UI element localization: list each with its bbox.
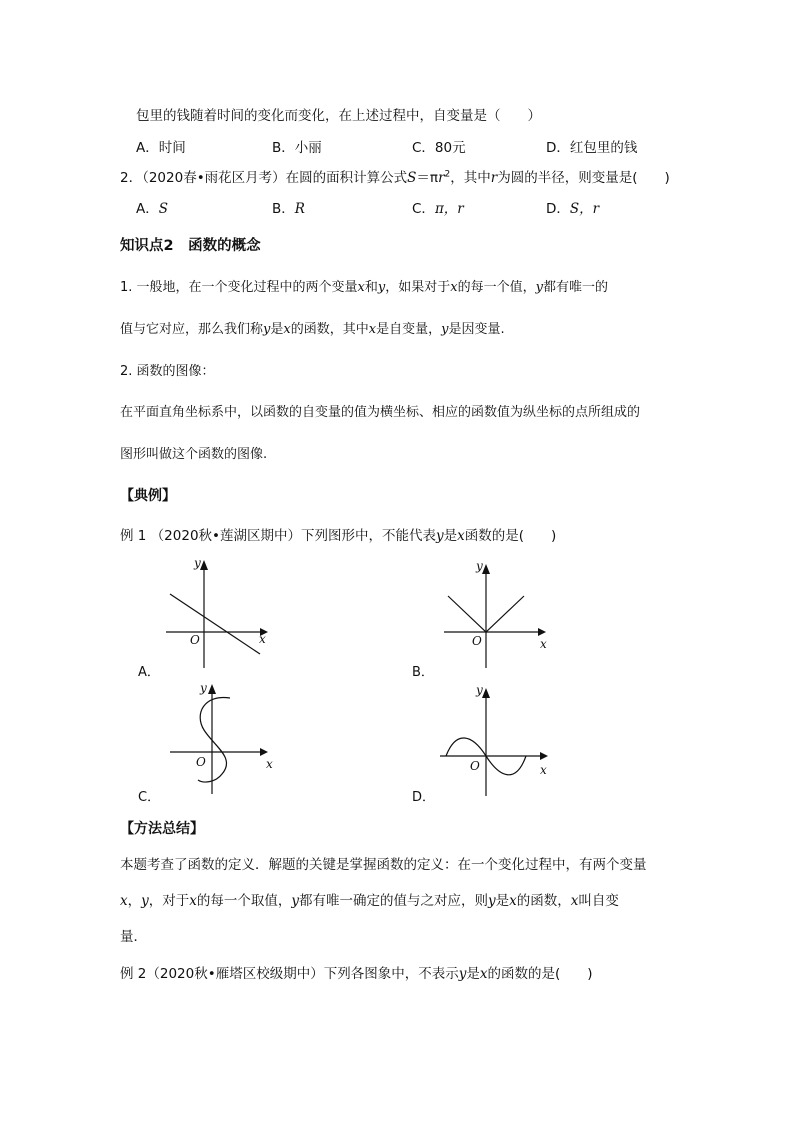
method-line-3: 量． — [120, 929, 147, 945]
graph-d-label: D． — [412, 790, 436, 805]
q1-option-c: C．80元 — [412, 140, 466, 156]
graph-definition-line-1: 在平面直角坐标系中，以函数的自变量的值为横坐标、相应的函数值为纵坐标的点所组成的 — [120, 405, 641, 420]
q1-option-d: D．红包里的钱 — [546, 140, 638, 156]
graph-b-y-arrow — [482, 564, 490, 574]
graph-c-y-label: y — [200, 681, 207, 695]
graph-c-x-label: x — [266, 757, 273, 771]
graph-b-origin: O — [472, 634, 482, 648]
method-line-1: 本题考查了函数的定义．解题的关键是掌握函数的定义：在一个变化过程中，有两个变量 — [120, 857, 647, 873]
graph-b-x-arrow — [538, 628, 546, 636]
q1-option-a: A．时间 — [136, 140, 186, 156]
graph-c — [164, 680, 284, 795]
graph-a-origin: O — [190, 633, 200, 647]
graph-d-y-label: y — [476, 683, 483, 697]
graph-c-label: C． — [138, 790, 161, 805]
graph-a-label: A． — [138, 665, 160, 680]
graph-a-y-arrow — [200, 560, 208, 570]
graph-d — [436, 680, 556, 795]
q1-option-b: B．小丽 — [272, 140, 322, 156]
graph-c-curve — [198, 697, 230, 782]
graph-b-y-label: y — [476, 559, 483, 573]
graph-d-origin: O — [470, 759, 480, 773]
graph-c-origin: O — [196, 755, 206, 769]
definition-line-2: 值与它对应，那么我们称y是x的函数，其中x是自变量，y是因变量. — [120, 322, 505, 337]
graph-a-y-label: y — [194, 556, 201, 570]
graph-c-y-arrow — [208, 684, 216, 694]
q2-option-d: D．S，r — [546, 201, 600, 217]
example-1-stem: 例 1 （2020秋•莲湖区期中）下列图形中，不能代表y是x函数的是( ) — [120, 528, 557, 544]
method-line-2: x，y，对于x的每一个取值，y都有唯一确定的值与之对应，则y是x的函数，x叫自变 — [120, 893, 619, 909]
q2-option-b: B．R — [272, 201, 305, 217]
method-heading: 【方法总结】 — [120, 821, 204, 837]
graph-b-label: B． — [412, 665, 434, 680]
graph-d-x-label: x — [540, 763, 547, 777]
graph-d-y-arrow — [482, 688, 490, 698]
q2-option-a: A．S — [136, 201, 168, 217]
q2-option-c: C．π，r — [412, 201, 464, 217]
graph-a — [160, 556, 280, 671]
graph-c-x-arrow — [260, 748, 268, 756]
graph-a-line — [170, 594, 260, 654]
graph-definition-title: 2. 函数的图像： — [120, 364, 215, 379]
example-2-stem: 例 2（2020秋•雁塔区校级期中）下列各图象中，不表示y是x的函数的是( ) — [120, 966, 593, 982]
graph-definition-line-2: 图形叫做这个函数的图像. — [120, 447, 268, 462]
section-title: 知识点2 函数的概念 — [120, 238, 261, 254]
example-heading: 【典例】 — [120, 488, 176, 504]
q2-stem: 2．（2020春•雨花区月考）在圆的面积计算公式$S=\pi r^2$，其中r为圆的半径，则变量是( ) — [120, 169, 670, 186]
graph-b-x-label: x — [540, 637, 547, 651]
definition-line-1: 1. 一般地，在一个变化过程中的两个变量x和y，如果对于x的每一个值，y都有唯一的 — [120, 280, 609, 295]
graph-d-x-arrow — [540, 752, 548, 760]
graph-a-x-label: x — [259, 632, 266, 646]
graph-b — [440, 556, 560, 671]
q1-stem-continuation: 包里的钱随着时间的变化而变化，在上述过程中，自变量是（ ） — [136, 108, 541, 124]
